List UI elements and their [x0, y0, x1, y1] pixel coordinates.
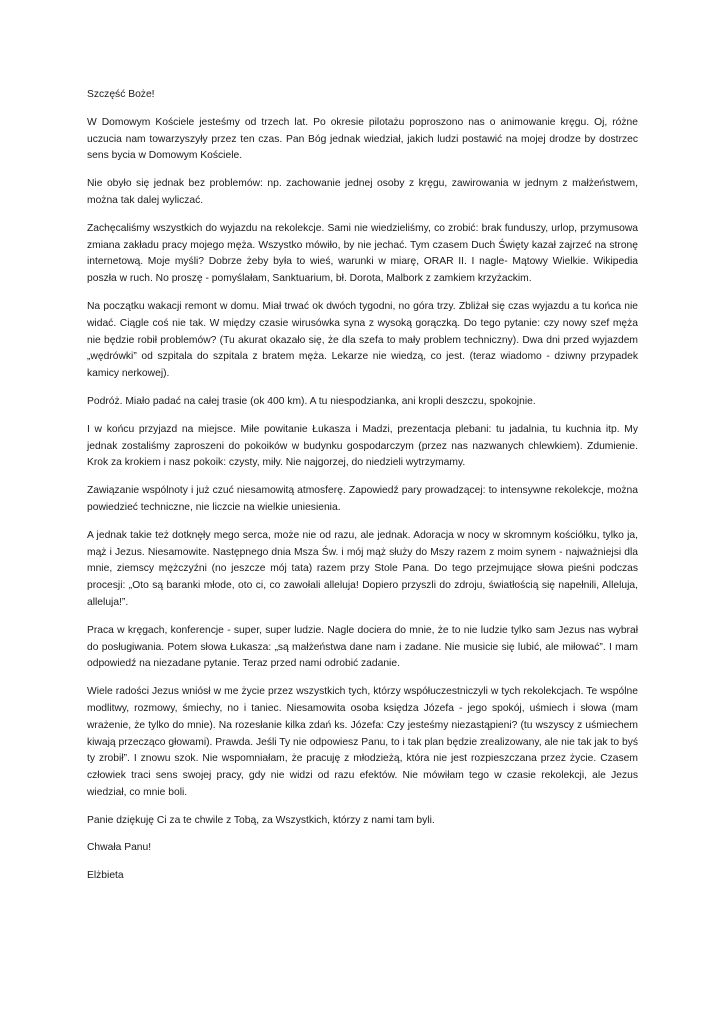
paragraph: Nie obyło się jednak bez problemów: np. zachowanie jednej osoby z kręgu, zawirowania w jednym z małżeństwem, można tak dalej wyliczać.: [87, 178, 638, 206]
paragraph: Zachęcaliśmy wszystkich do wyjazdu na rekolekcje. Sami nie wiedzieliśmy, co zrobić: brak funduszy, urlop, przymusowa zmiana zakładu pracy mojego męża. Wszystko mówiło, by nie jechać. Tym czasem Duch Święty kazał zajrzeć na stronę internetową. Moje myśli? Dobrze żeby była to wieś, warunki w miarę, ORAR II. I nagle- Mątowy Wielkie. Wikipedia poszła w ruch. No proszę - pomyślałam, Sanktuarium, bł. Dorota, Malbork z zamkiem krzyżackim.: [87, 222, 638, 285]
letter-page: [87, 87, 638, 896]
greeting: Szczęść Boże!: [87, 89, 155, 100]
paragraph: Praca w kręgach, konferencje - super, super ludzie. Nagle dociera do mnie, że to nie ludzie tylko sam Jezus nas wybrał do posługiwania. Potem słowa Łukasza: „są małżeństwa dane nam i zadane. Nie musicie się lubić, ale miłować”. I mam odpowiedź na niezadane pytanie. Teraz przed nami odrobić zadanie.: [87, 624, 638, 670]
paragraph: Zawiązanie wspólnoty i już czuć niesamowitą atmosferę. Zapowiedź pary prowadzącej: to intensywne rekolekcje, można powiedzieć techniczne, nie liczcie na wielkie uniesienia.: [87, 485, 638, 513]
paragraph: A jednak takie też dotknęły mego serca, może nie od razu, ale jednak. Adoracja w nocy w skromnym kościółku, tylko ja, mąż i Jezus. Niesamowite. Następnego dnia Msza Św. i mój mąż służy do Mszy razem z moim synem - najważniejsi dla mnie, ziemscy mężczyźni (no jeszcze mój tata) razem przy Stole Pana. Do tego przejmujące słowa pieśni podczas procesji: „Oto są baranki młode, oto ci, co zawołali alleluja! Dopiero przyszli do zdroju, światłością się napełnili, Alleluja, alleluja!”.: [87, 529, 638, 608]
paragraph: I w końcu przyjazd na miejsce. Miłe powitanie Łukasza i Madzi, prezentacja plebani: tu jadalnia, tu kuchnia itp. My jednak zostaliśmy zaproszeni do pokoików w budynku gospodarczym (przez nas nazwanych chlewkiem). Zdumienie. Krok za krokiem i nasz pokoik: czysty, miły. Nie najgorzej, do niedzieli wytrzymamy.: [87, 423, 638, 469]
paragraph: Wiele radości Jezus wniósł w me życie przez wszystkich tych, którzy współuczestniczyli w tych rekolekcjach. Te wspólne modlitwy, rozmowy, śmiechy, no i taniec. Niesamowita osoba księdza Józefa - jego spokój, uśmiech i słowa (mam wrażenie, że tylko do mnie). Na rozesłanie kilka zdań ks. Józefa: Czy jesteśmy niezastąpieni? (tu wszyscy z uśmiechem kiwają przecząco głowami). Prawda. Jeśli Ty nie odpowiesz Panu, to i tak plan będzie zrealizowany, ale nie tak jak to byś ty zrobił”. I znowu szok. Nie wspomniałam, że pracuję z młodzieżą, która nie jest rozpieszczana przez życie. Czasem człowiek traci sens swojej pracy, gdy nie widzi od razu efektów. Nie mówiłam tego w czasie rekolekcji, ale Jezus wiedział, co mnie boli.: [87, 686, 638, 798]
paragraph: Podróż. Miało padać na całej trasie (ok 400 km). A tu niespodzianka, ani kropli deszczu, spokojnie.: [87, 395, 536, 407]
closing: Chwała Panu!: [87, 842, 152, 854]
paragraph: Panie dziękuję Ci za te chwile z Tobą, za Wszystkich, którzy z nami tam byli.: [87, 814, 435, 826]
paragraph: W Domowym Kościele jesteśmy od trzech lat. Po okresie pilotażu poproszono nas o animowanie kręgu. Oj, różne uczucia nam towarzyszyły przez ten czas. Pan Bóg jednak wiedział, jakich ludzi postawić na mojej drodze by dostrzec sens bycia w Domowym Kościele.: [87, 116, 638, 162]
signature: Elżbieta: [87, 870, 124, 882]
paragraph: Na początku wakacji remont w domu. Miał trwać ok dwóch tygodni, no góra trzy. Zbliżał się czas wyjazdu a tu końca nie widać. Ciągle coś nie tak. W między czasie wirusówka syna z wysoką gorączką. Do tego pytanie: czy nowy szef męża nie będzie robił problemów? (Tu akurat okazało się, że dla szefa to mały problem techniczny). Dwa dni przed wyjazdem „wędrówki” od szpitala do szpitala z bratem męża. Lekarze nie wiedzą, co jest. (teraz wiadomo - dziwny przypadek kamicy nerkowej).: [87, 300, 638, 380]
